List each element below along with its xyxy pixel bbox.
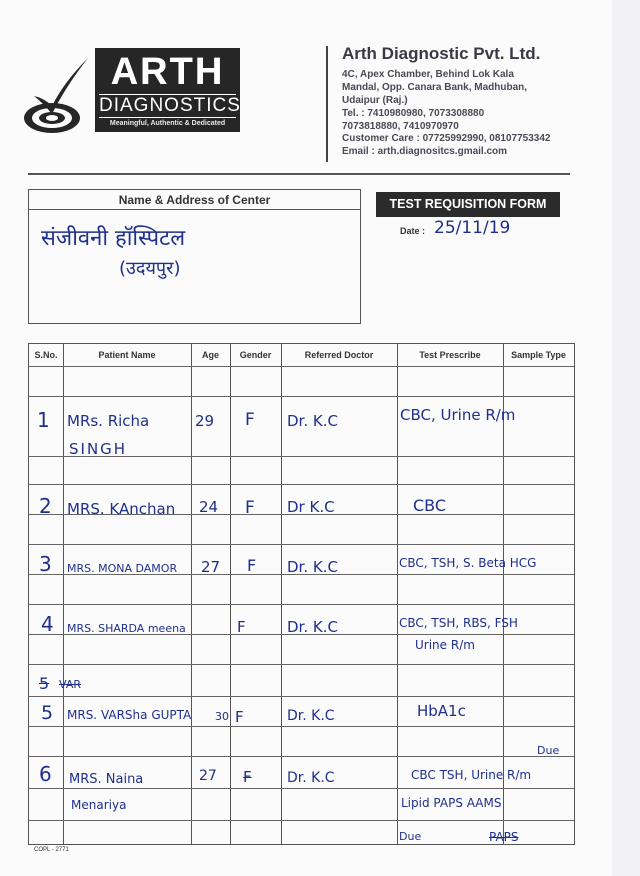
customer-care-line: Customer Care : 07725992990, 08107753342 (342, 133, 551, 144)
header-referred-doctor: Referred Doctor (304, 350, 374, 360)
header-divider (326, 46, 328, 162)
form-code: COPL - 2771 (34, 847, 69, 853)
date-label: Date : (400, 226, 426, 236)
form-title: TEST REQUISITION FORM (376, 192, 560, 217)
row5-name: MRS. VARSha GUPTA (67, 708, 192, 722)
center-title: Name & Address of Center (118, 193, 271, 207)
row2-name: MRS. KAnchan (67, 500, 176, 518)
row6-tests-line2: Lipid PAPS AAMS (401, 796, 502, 810)
annotation-bottom-right: PAPS (489, 830, 519, 844)
address-line: Udaipur (Raj.) (342, 95, 408, 106)
row6-name-line2: Menariya (71, 798, 127, 812)
row6-age: 27 (199, 768, 217, 784)
row4-doctor: Dr. K.C (287, 618, 338, 636)
date-value-handwritten: 25/11/19 (434, 218, 511, 238)
row1-name-line2: SINGH (69, 440, 128, 458)
row1-age: 29 (195, 412, 215, 430)
phone-line: 7073818880, 7410970970 (342, 121, 459, 132)
row-divider (29, 788, 574, 789)
header-test-prescribe: Test Prescribe (419, 350, 481, 360)
row1-doctor: Dr. K.C (287, 412, 338, 430)
header-rule (28, 173, 570, 175)
header-gender: Gender (239, 350, 272, 360)
row2-doctor: Dr K.C (287, 498, 335, 516)
row2-tests: CBC (413, 496, 447, 515)
row5-doctor: Dr. K.C (287, 708, 335, 724)
patient-table (28, 343, 575, 845)
row3-age: 27 (201, 558, 221, 576)
row-divider (29, 604, 574, 605)
row3-sno: 3 (39, 552, 52, 576)
email-line: Email : arth.diagnositcs.gmail.com (342, 146, 508, 157)
row6-name: MRS. Naina (69, 772, 144, 787)
row1-name: MRs. Richa (67, 412, 150, 430)
row1-sno: 1 (37, 408, 50, 432)
row4-tests: CBC, TSH, RBS, FSH (399, 616, 518, 630)
row-divider (29, 664, 574, 665)
column-divider (397, 344, 398, 844)
header-age: Age (201, 350, 219, 360)
logo-sub-text: DIAGNOSTICS (99, 95, 241, 116)
column-divider (63, 344, 64, 844)
company-name: Arth Diagnostic Pvt. Ltd. (342, 44, 541, 63)
row4-sno: 4 (41, 612, 54, 636)
row5-age: 30 (215, 710, 229, 723)
row1-gender: F (245, 410, 255, 430)
column-divider (230, 344, 231, 844)
header-sample-type: Sample Type (511, 350, 566, 360)
phone-line: Tel. : 7410980980, 7073308880 (342, 108, 485, 119)
brand-logo (95, 48, 240, 132)
row3-tests: CBC, TSH, S. Beta HCG (399, 556, 537, 570)
row6-doctor: Dr. K.C (287, 770, 335, 786)
row-divider (29, 820, 574, 821)
struck-sno: 5 (39, 674, 50, 693)
row2-gender: F (245, 498, 255, 518)
row3-gender: F (247, 556, 257, 575)
annotation-due-bottom: Due (399, 830, 422, 843)
row5-tests: HbA1c (417, 702, 466, 720)
logo-target-icon (22, 52, 92, 138)
row-divider (29, 726, 574, 727)
row6-tests: CBC TSH, Urine R/m (411, 768, 532, 782)
column-divider (281, 344, 282, 844)
row-divider (29, 396, 574, 397)
logo-brand-text: ARTH (110, 51, 225, 93)
address-line: 4C, Apex Chamber, Behind Lok Kala (342, 69, 514, 80)
row6-sno: 6 (39, 762, 52, 786)
row1-tests: CBC, Urine R/m (400, 406, 516, 424)
row3-doctor: Dr. K.C (287, 558, 338, 576)
header-patient-name: Patient Name (98, 350, 156, 360)
row4-gender: F (237, 618, 246, 636)
address-line: Mandal, Opp. Canara Bank, Madhuban, (342, 82, 528, 93)
row-divider (29, 366, 574, 367)
row2-sno: 2 (39, 494, 52, 518)
center-city-handwritten: (उदयपुर) (119, 258, 181, 279)
row-divider (29, 756, 574, 757)
center-address-box (28, 189, 361, 324)
row4-name: MRS. SHARDA meena (67, 622, 186, 635)
row-divider (29, 696, 574, 697)
header-sno: S.No. (34, 350, 58, 360)
annotation-due-top: Due (537, 744, 560, 757)
center-title-row (29, 190, 360, 210)
row-divider (29, 484, 574, 485)
row2-age: 24 (199, 498, 219, 516)
row-divider (29, 544, 574, 545)
row5-gender: F (235, 708, 244, 726)
center-name-handwritten: संजीवनी हॉस्पिटल (41, 226, 186, 251)
row5-sno: 5 (41, 702, 54, 724)
struck-note: VAR (59, 678, 81, 691)
column-divider (191, 344, 192, 844)
row6-gender: F (243, 768, 252, 786)
row3-name: MRS. MONA DAMOR (67, 562, 178, 575)
background-edge (612, 0, 640, 876)
row4-tests-line2: Urine R/m (415, 638, 475, 652)
logo-tagline: Meaningful, Authentic & Dedicated (109, 120, 226, 127)
